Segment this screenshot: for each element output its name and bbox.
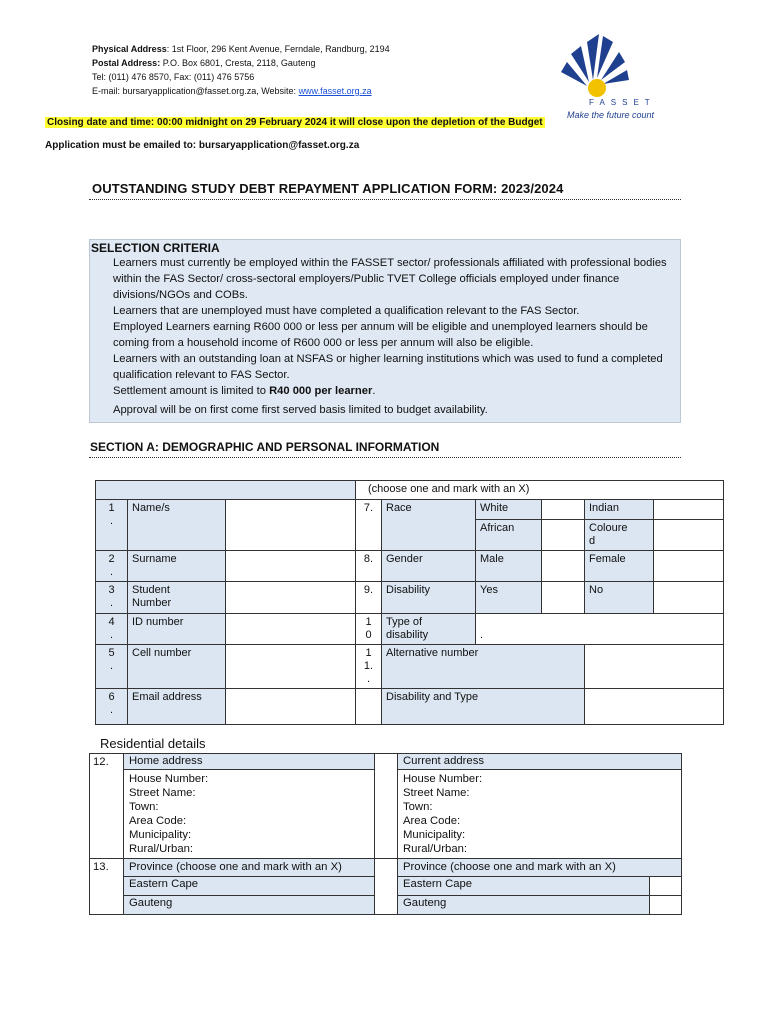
settlement-text: Settlement amount is limited to: [113, 385, 270, 397]
website-link[interactable]: www.fasset.org.za: [298, 86, 372, 96]
section-a-divider: [89, 457, 681, 458]
province-option: Gauteng: [398, 896, 650, 915]
physical-address-label: Physical Address: [92, 44, 167, 54]
field-label: Disability and Type: [382, 689, 585, 725]
phone-fax: Tel: (011) 476 8570, Fax: (011) 476 5756: [92, 72, 255, 82]
form-title: OUTSTANDING STUDY DEBT REPAYMENT APPLICATION FORM: 2023/2024: [92, 181, 564, 196]
surname-input[interactable]: [226, 551, 356, 582]
demographic-table: [95, 480, 724, 725]
spacer-cell: [375, 754, 398, 859]
postal-address: [92, 56, 315, 70]
option-label: African: [476, 520, 542, 551]
gender-male-mark[interactable]: [542, 551, 585, 582]
disability-and-type-input[interactable]: [585, 689, 724, 725]
logo-tagline: Make the future count: [567, 110, 655, 120]
name-input[interactable]: [226, 500, 356, 551]
closing-date: Closing date and time: 00:00 midnight on 29 February 2024 it will close upon the depletion of the Budget: [47, 117, 543, 128]
disability-no-mark[interactable]: [654, 582, 724, 614]
disability-yes-mark[interactable]: [542, 582, 585, 614]
criteria-item: Learners must currently be employed within the FASSET sector/ professionals affiliated with professional bodies within the FAS Sector/ cross-sectoral employers/Public TVET College officials employed under finance divisions/NGOs and COBs.: [113, 257, 667, 301]
field-label: Type of disability: [382, 614, 476, 645]
province-mark[interactable]: [650, 896, 682, 915]
province-option: Eastern Cape: [398, 877, 650, 896]
row-number: 12.: [90, 754, 124, 859]
logo-wordmark: FASSET: [589, 98, 656, 107]
fasset-logo-mark: [553, 30, 673, 120]
province-home-label: Province (choose one and mark with an X): [124, 859, 375, 877]
field-label: Disability: [382, 582, 476, 614]
field-label: Alternative number: [382, 645, 585, 689]
student-number-input[interactable]: [226, 582, 356, 614]
field-label: Name/s: [128, 500, 226, 551]
row-number: 3 .: [96, 582, 128, 614]
home-address-fields[interactable]: House Number: Street Name: Town: Area Code: Municipality: Rural/Urban:: [124, 770, 375, 859]
choose-note: (choose one and mark with an X): [356, 481, 724, 500]
option-label: Male: [476, 551, 542, 582]
physical-address: [92, 42, 390, 56]
option-label: No: [585, 582, 654, 614]
disability-type-input[interactable]: [476, 614, 724, 645]
title-divider: [89, 199, 681, 200]
criteria-item: Learners with an outstanding loan at NSFAS or higher learning institutions which was used to fund a completed qualification relevant to FAS Sector.: [113, 353, 663, 381]
residential-table: [89, 753, 682, 915]
postal-address-value: P.O. Box 6801, Cresta, 2118, Gauteng: [160, 58, 316, 68]
field-label: Race: [382, 500, 476, 551]
race-indian-mark[interactable]: [654, 500, 724, 520]
blank-cell: [356, 689, 382, 725]
field-label: Email address: [128, 689, 226, 725]
application-email: Application must be emailed to: bursaryapplication@fasset.org.za: [45, 140, 360, 151]
cell-number-input[interactable]: [226, 645, 356, 689]
row-number: 1 0: [356, 614, 382, 645]
blank-header: [96, 481, 356, 500]
row-number: 1 1. .: [356, 645, 382, 689]
current-address-label: Current address: [398, 754, 682, 770]
province-option: Gauteng: [124, 896, 375, 915]
province-option: Eastern Cape: [124, 877, 375, 896]
row-number: 1 .: [96, 500, 128, 551]
selection-criteria-box: [89, 239, 681, 423]
row-number: 7.: [356, 500, 382, 551]
postal-address-label: Postal Address:: [92, 58, 161, 68]
spacer-cell: [375, 859, 398, 915]
current-address-fields[interactable]: House Number: Street Name: Town: Area Code: Municipality: Rural/Urban:: [398, 770, 682, 859]
criteria-item: Approval will be on first come first served basis limited to budget availability.: [113, 404, 488, 416]
race-african-mark[interactable]: [542, 520, 585, 551]
option-label: Coloure d: [585, 520, 654, 551]
field-label: Surname: [128, 551, 226, 582]
field-label: Gender: [382, 551, 476, 582]
row-number: 5 .: [96, 645, 128, 689]
email-address-input[interactable]: [226, 689, 356, 725]
section-a-heading: SECTION A: DEMOGRAPHIC AND PERSONAL INFORMATION: [90, 440, 440, 454]
option-label: White: [476, 500, 542, 520]
field-label: ID number: [128, 614, 226, 645]
row-number: 6 .: [96, 689, 128, 725]
row-number: 2 .: [96, 551, 128, 582]
criteria-item: [113, 383, 678, 399]
criteria-item: Employed Learners earning R600 000 or less per annum will be eligible and unemployed learners should be coming from a household income of R600 000 or less per annum will also be eligible.: [113, 321, 648, 349]
id-number-input[interactable]: [226, 614, 356, 645]
home-address-label: Home address: [124, 754, 375, 770]
email-text: E-mail: bursaryapplication@fasset.org.za, Website:: [92, 86, 299, 96]
fasset-logo: [553, 30, 673, 120]
row-number: 13.: [90, 859, 124, 915]
criteria-heading: SELECTION CRITERIA: [91, 241, 220, 255]
option-label: Yes: [476, 582, 542, 614]
criteria-body: [113, 255, 678, 418]
race-coloured-mark[interactable]: [654, 520, 724, 551]
residential-heading: Residential details: [100, 736, 206, 751]
settlement-amount: R40 000 per learner: [269, 385, 373, 397]
province-mark[interactable]: [650, 877, 682, 896]
field-label: Student Number: [128, 582, 226, 614]
province-current-label: Province (choose one and mark with an X): [398, 859, 682, 877]
option-label: Female: [585, 551, 654, 582]
physical-address-value: : 1st Floor, 296 Kent Avenue, Ferndale, Randburg, 2194: [166, 44, 390, 54]
email-website: [92, 84, 372, 98]
gender-female-mark[interactable]: [654, 551, 724, 582]
settlement-end: .: [372, 385, 376, 397]
row-number: 8.: [356, 551, 382, 582]
race-white-mark[interactable]: [542, 500, 585, 520]
row-number: 4 .: [96, 614, 128, 645]
option-label: Indian: [585, 500, 654, 520]
alternative-number-input[interactable]: [585, 645, 724, 689]
disability-type-dot: .: [480, 629, 484, 641]
field-label: Cell number: [128, 645, 226, 689]
row-number: 9.: [356, 582, 382, 614]
criteria-item: Learners that are unemployed must have completed a qualification relevant to the FAS Sector.: [113, 305, 580, 317]
